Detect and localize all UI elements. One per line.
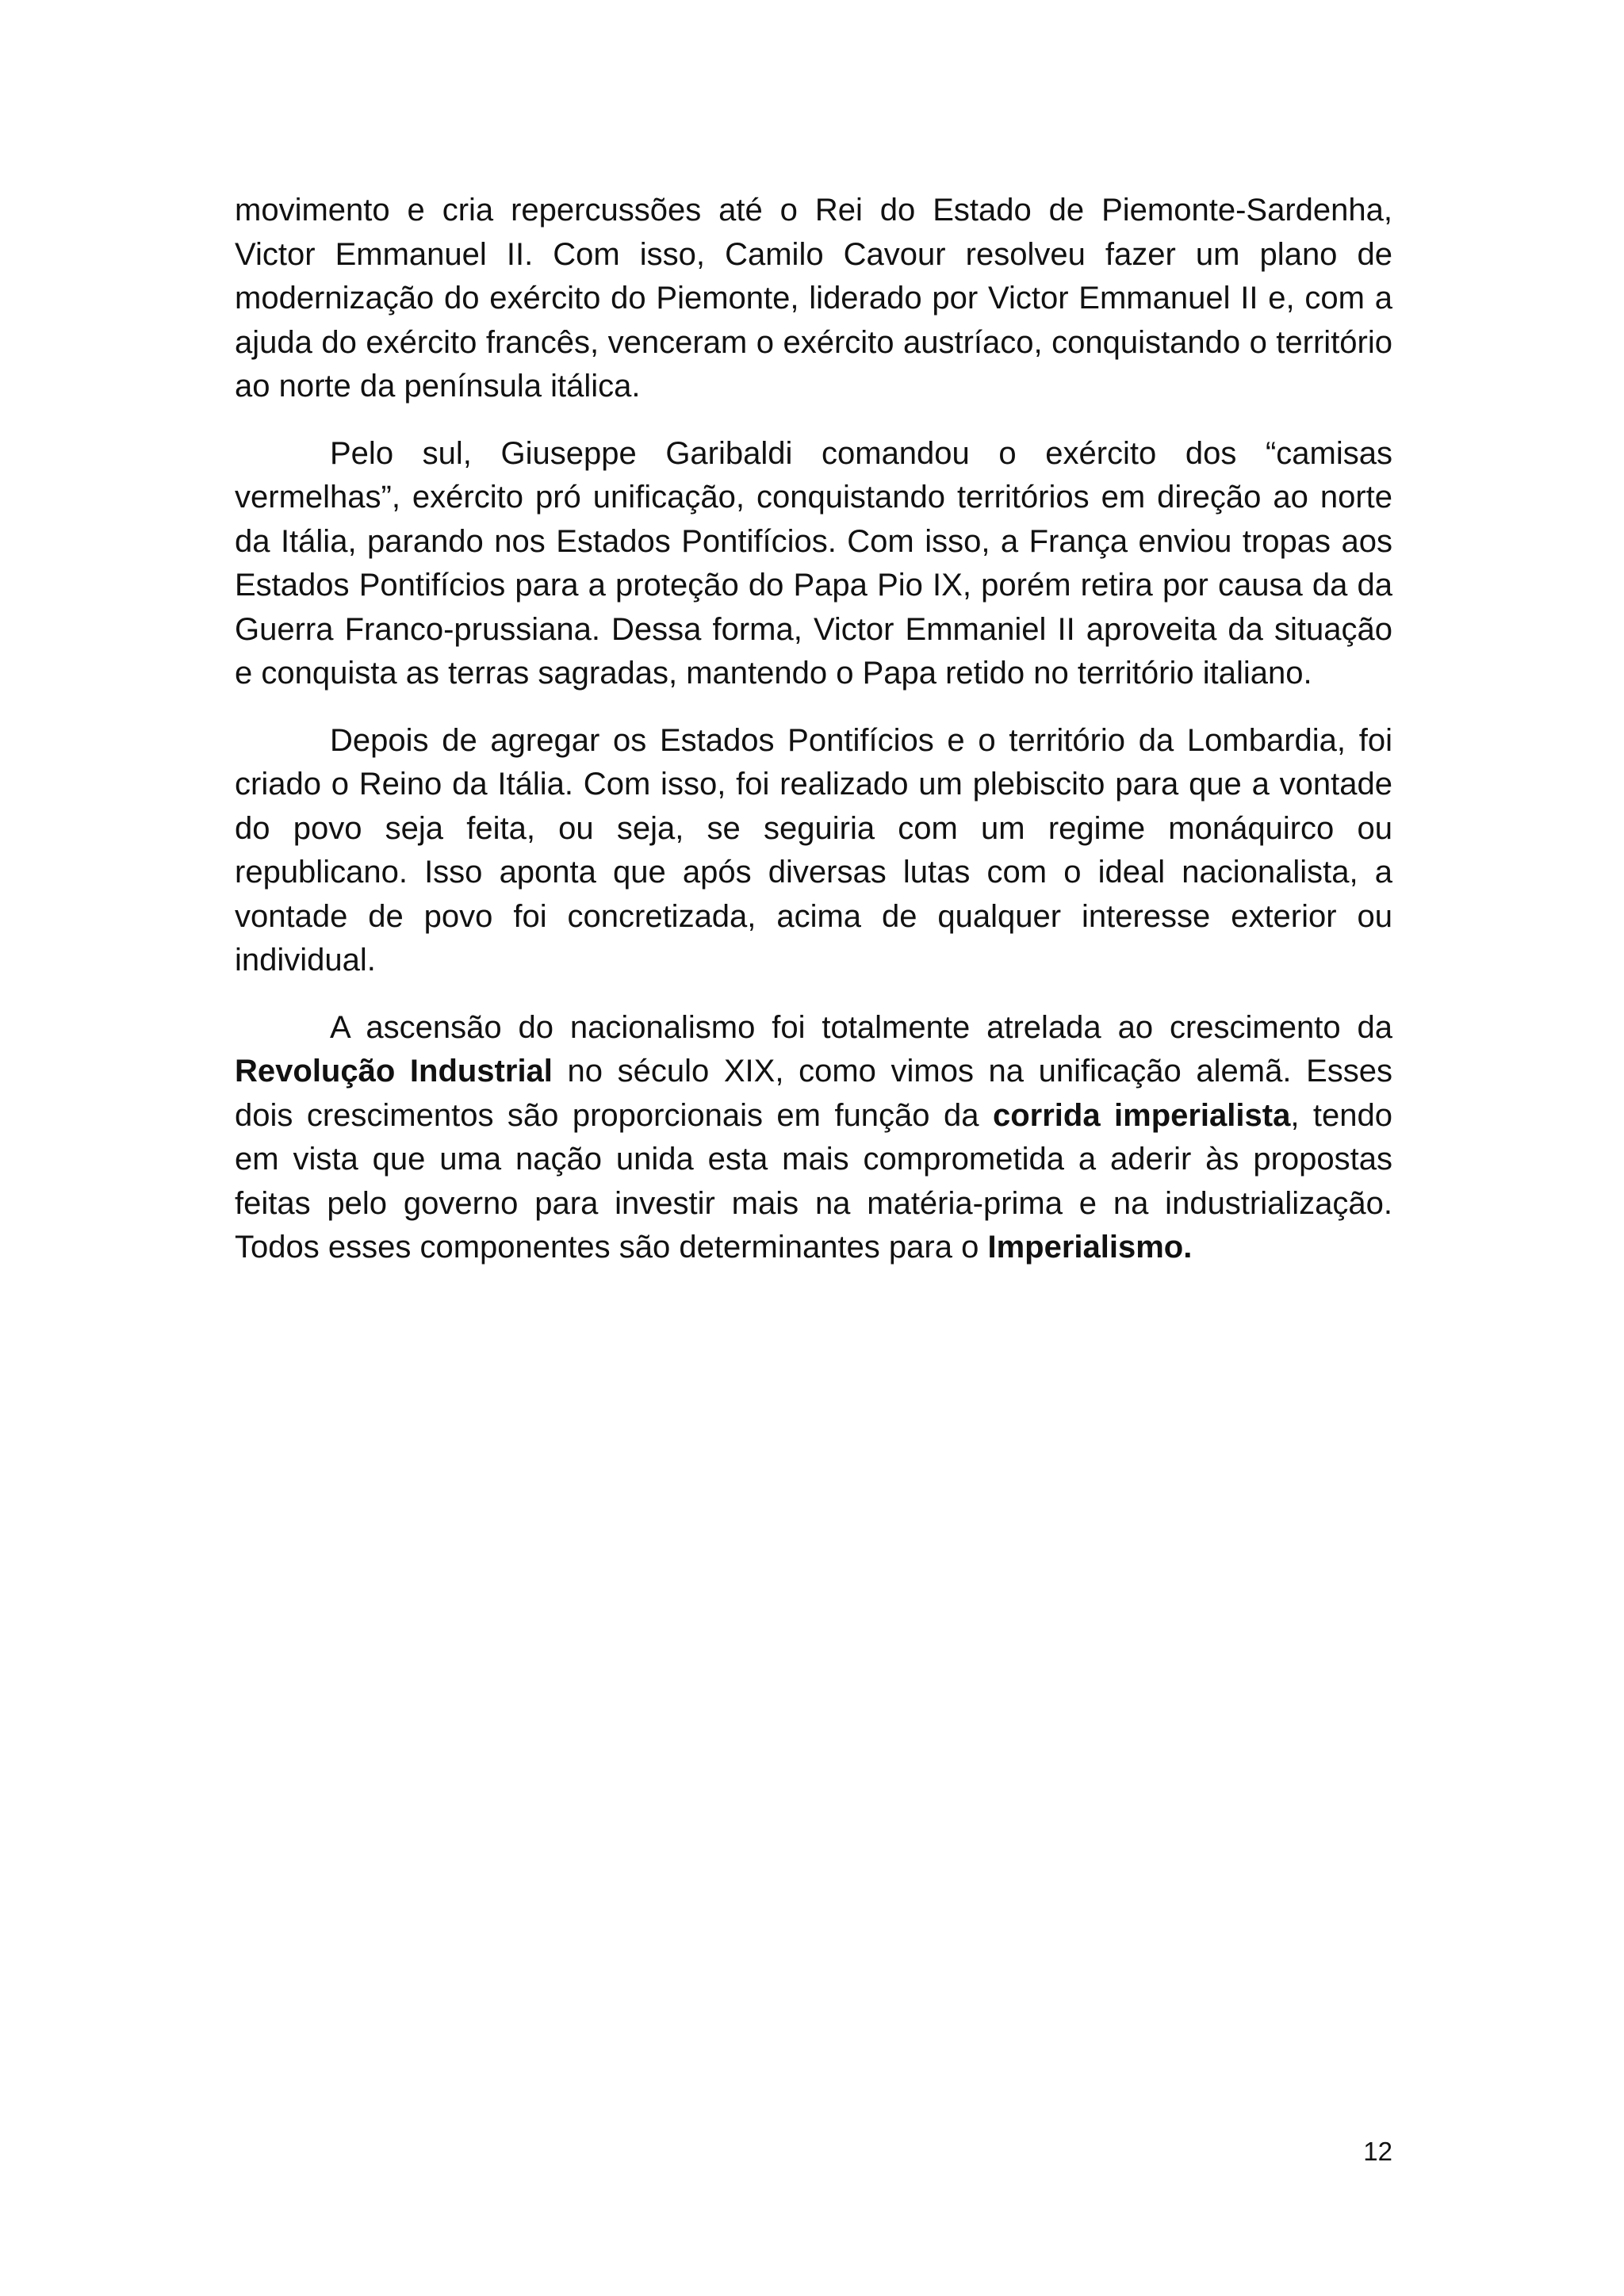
paragraph-text: no século XIX, como vimos na unificação alemã. Esses dois crescimentos são proporcionais em função da (235, 1054, 1392, 1133)
paragraph-2 (235, 432, 1392, 696)
paragraph-text: movimento e cria repercussões até o Rei do Estado de Piemonte-Sardenha, Victor Emmanuel II. Com isso, Camilo Cavour resolveu fazer um plano de modernização do exército do Piemonte, liderado por Victor Emmanuel II e, com a ajuda do exército francês, venceram o exército austríaco, conquistando o território ao norte da península itálica. (235, 193, 1392, 404)
paragraph-text: Depois de agregar os Estados Pontifícios e o território da Lombardia, foi criado o Reino da Itália. Com isso, foi realizado um plebiscito para que a vontade do povo seja feita, ou seja, se seguiria com um regime monáquirco ou republicano. Isso aponta que após diversas lutas com o ideal nacionalista, a vontade de povo foi concretizada, acima de qualquer interesse exterior ou individual. (235, 722, 1392, 978)
paragraph-text: , tendo em vista que uma nação unida esta mais comprometida a aderir às propostas feitas pelo governo para investir mais na matéria-prima e na industrialização. Todos esses componentes são determinantes para o (235, 1097, 1393, 1265)
bold-term-revolucao-industrial: Revolução Industrial (235, 1054, 553, 1089)
paragraph-4 (235, 1006, 1392, 1270)
bold-term-corrida-imperialista: corrida imperialista (992, 1097, 1291, 1133)
body-text (235, 189, 1392, 1293)
page-number: 12 (1363, 2137, 1392, 2166)
paragraph-text: A ascensão do nacionalismo foi totalmente atrelada ao crescimento da (330, 1009, 1392, 1045)
bold-term-imperialismo: Imperialismo. (987, 1230, 1193, 1265)
paragraph-1 (235, 189, 1392, 409)
paragraph-text: Pelo sul, Giuseppe Garibaldi comandou o exército dos “camisas vermelhas”, exército pró unificação, conquistando territórios em direção ao norte da Itália, parando nos Estados Pontifícios. Com isso, a França enviou tropas aos Estados Pontifícios para a proteção do Papa Pio IX, porém retira por causa da da Guerra Franco-prussiana. Dessa forma, Victor Emmaniel II aproveita da situação e conquista as terras sagradas, mantendo o Papa retido no território italiano. (235, 435, 1392, 691)
paragraph-3 (235, 719, 1392, 983)
